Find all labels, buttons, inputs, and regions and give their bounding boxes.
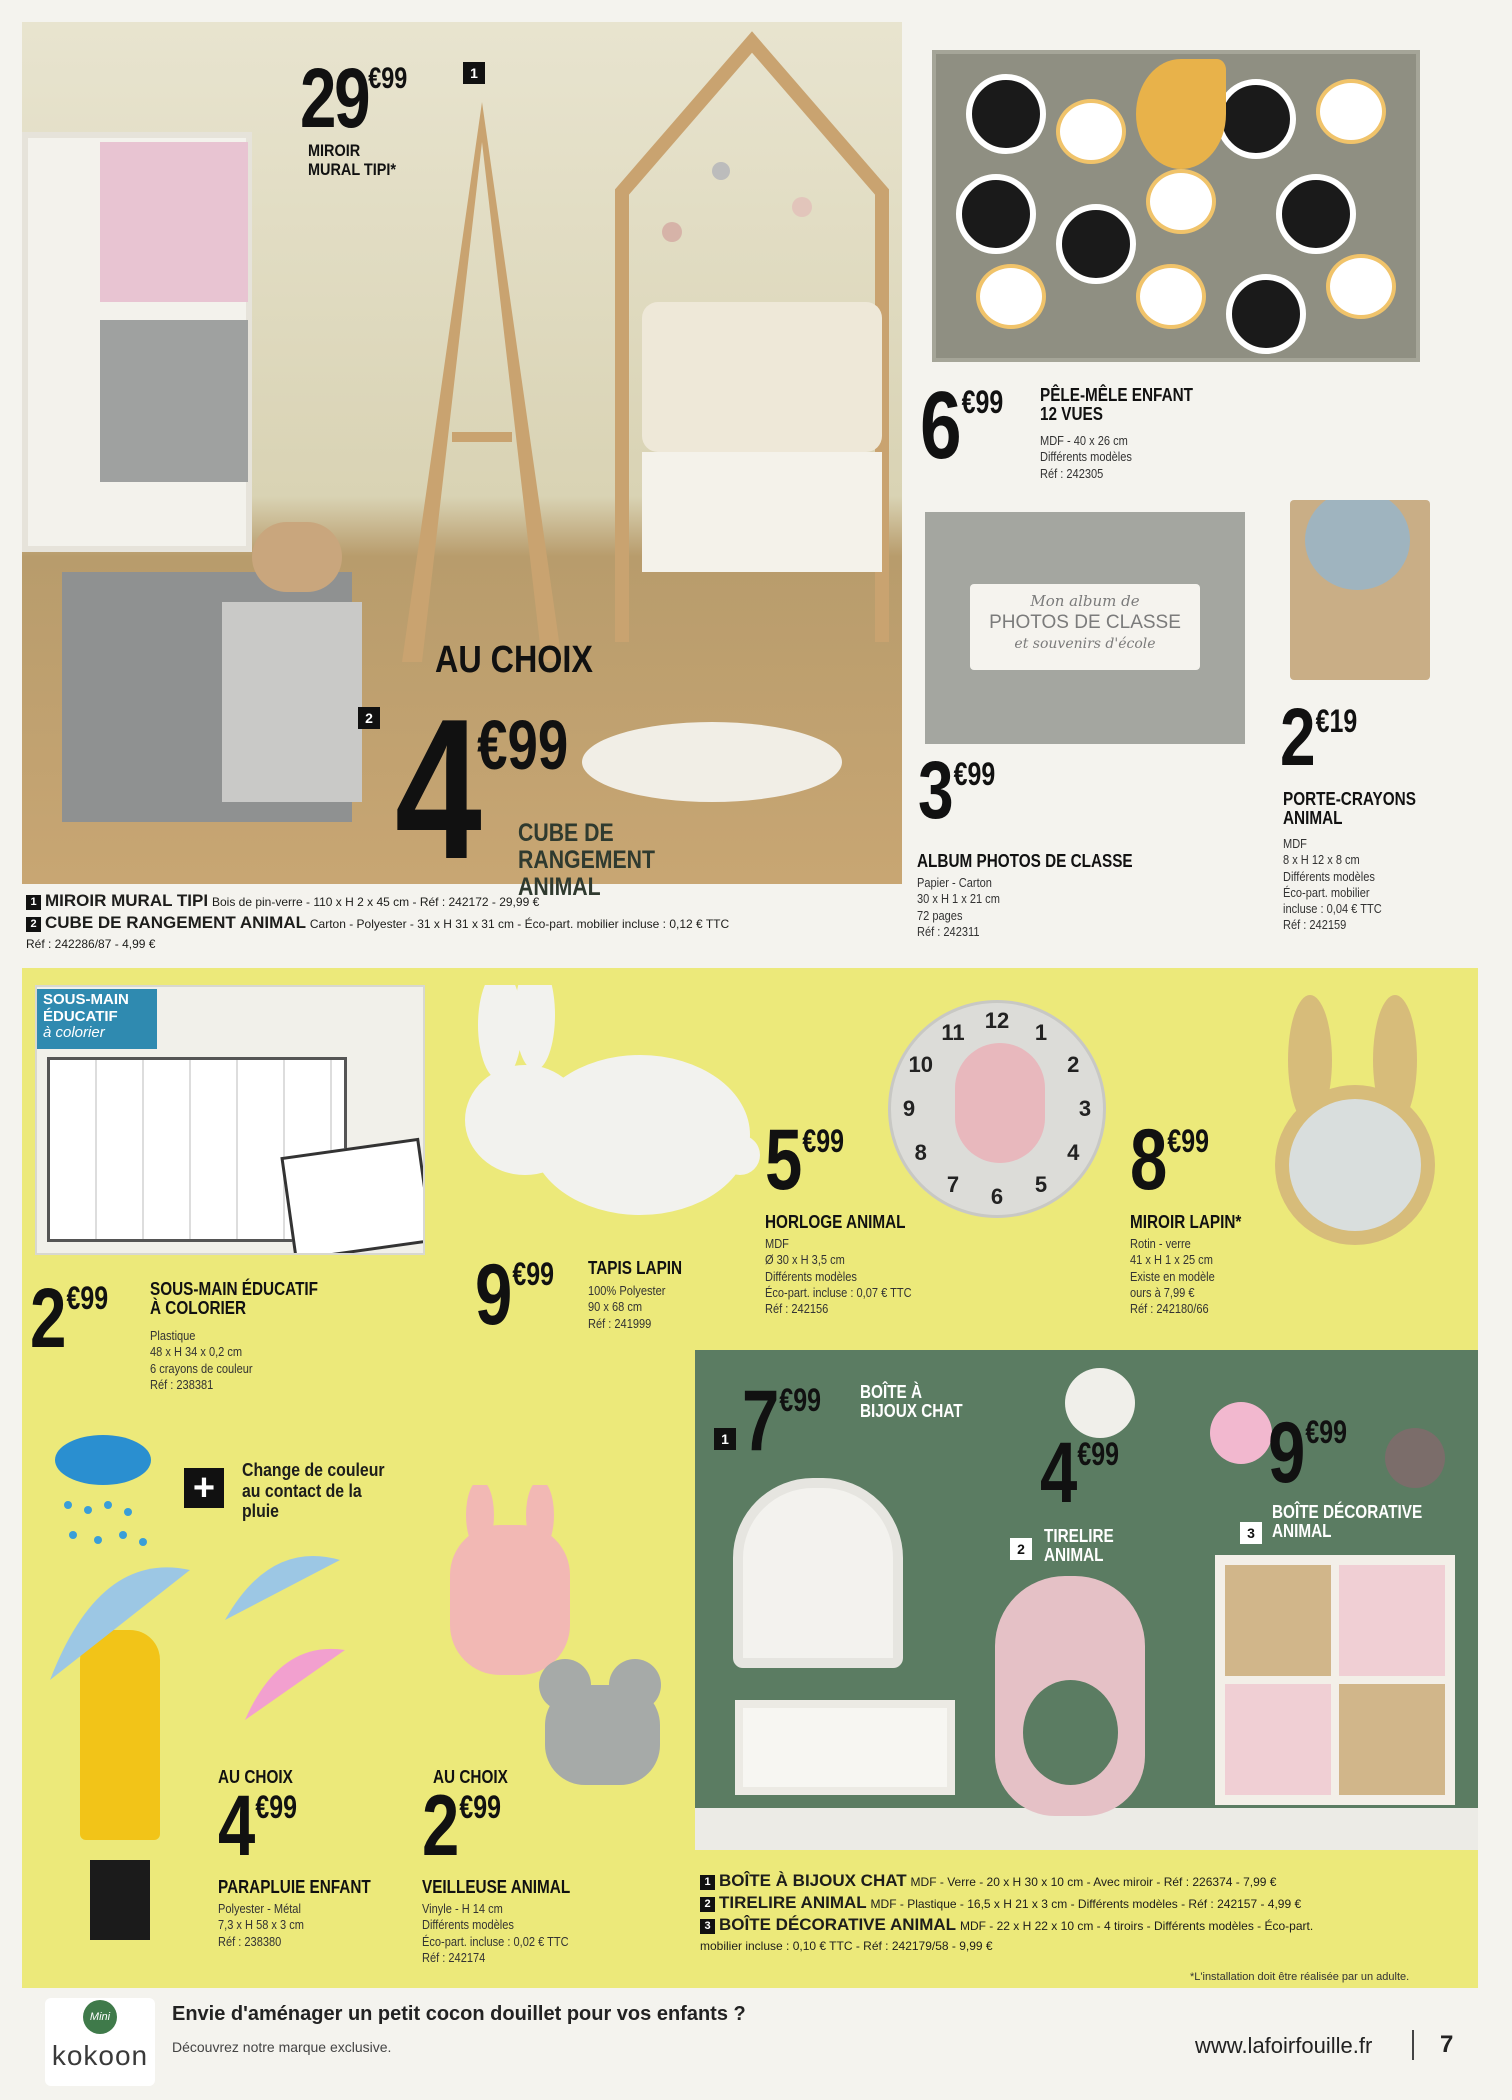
- piggy-bank-hole: [1023, 1680, 1118, 1785]
- clock-number: 4: [1067, 1140, 1080, 1165]
- parapluie-choice: AU CHOIX: [218, 1767, 293, 1787]
- bijoux-price-dec: €99: [779, 1382, 821, 1418]
- parapluie-info: [218, 1901, 304, 1950]
- album-info: [917, 875, 1000, 940]
- cat-jewelry-box-drawer: [735, 1700, 955, 1795]
- veilleuse-info-line: Réf : 242174: [422, 1949, 486, 1965]
- photo-slot: [956, 174, 1036, 254]
- pele-mele-frame: [932, 50, 1420, 362]
- horloge-info-line: Ø 30 x H 3,5 cm: [765, 1252, 845, 1268]
- miroir-info-line: Rotin - verre: [1130, 1236, 1191, 1251]
- cube-choice: AU CHOIX: [435, 639, 593, 681]
- pele-info-line: Réf : 242305: [1040, 465, 1104, 481]
- album-name: ALBUM PHOTOS DE CLASSE: [917, 851, 1133, 871]
- umbrellas: [40, 1540, 350, 1760]
- album-price-int: 3: [918, 745, 954, 836]
- veilleuse-info: [422, 1901, 569, 1966]
- parapluie-info-line: Réf : 238380: [218, 1933, 282, 1949]
- legend-detail: mobilier incluse : 0,10 € TTC - Réf : 242179/58 - 9,99 €: [700, 1939, 993, 1954]
- clock-numbers: [888, 1000, 1106, 1218]
- tirelire-price: [1040, 1425, 1119, 1521]
- photo-slot: [1276, 174, 1356, 254]
- kokoon-mini: Mini: [89, 2011, 111, 2023]
- clock-number: 12: [984, 1008, 1010, 1033]
- legend-badge: 1: [26, 895, 41, 910]
- veilleuse-name: VEILLEUSE ANIMAL: [422, 1877, 571, 1897]
- horloge-info-line: Éco-part. incluse : 0,07 € TTC: [765, 1284, 912, 1300]
- porte-info-line: Éco-part. mobilier: [1283, 884, 1370, 900]
- legend-line: [26, 912, 906, 934]
- house-bed: [602, 22, 902, 642]
- miroir-info-line: ours à 7,99 €: [1130, 1284, 1195, 1300]
- pele-price: [920, 372, 1004, 479]
- plus-icon: +: [184, 1468, 224, 1508]
- tirelire-price-dec: €99: [1077, 1436, 1119, 1472]
- legend-detail: Réf : 242286/87 - 4,99 €: [26, 937, 156, 952]
- album-info-line: 72 pages: [917, 907, 963, 923]
- legend-detail: MDF - Verre - 20 x H 30 x 10 cm - Avec miroir - Réf : 226374 - 7,99 €: [910, 1875, 1277, 1889]
- pele-info-line: Différents modèles: [1040, 449, 1132, 465]
- paw-print: [1326, 254, 1396, 319]
- porte-info-line: MDF: [1283, 836, 1307, 851]
- pele-info-line: MDF - 40 x 26 cm: [1040, 433, 1128, 448]
- paw-print: [1316, 79, 1386, 144]
- plush-toy: [252, 522, 342, 592]
- pele-price-dec: €99: [961, 384, 1004, 420]
- alphabet-card: [280, 1138, 425, 1255]
- legend-line: [700, 1892, 1470, 1914]
- boite-badge: 3: [1240, 1522, 1262, 1544]
- legend-line: [700, 1936, 1470, 1955]
- legend-product: CUBE DE RANGEMENT ANIMAL: [45, 913, 306, 933]
- bear-head: [1305, 500, 1410, 590]
- drawer: [1339, 1565, 1445, 1676]
- porte-price-int: 2: [1280, 692, 1316, 783]
- sousmain-info-line: 6 crayons de couleur: [150, 1360, 253, 1376]
- tipi-price-dec: €99: [368, 62, 408, 95]
- sousmain-info-line: 48 x H 34 x 0,2 cm: [150, 1344, 243, 1360]
- bottom-legend: [700, 1870, 1470, 1955]
- installation-note: *L'installation doit être réalisée par un adulte.: [1190, 1971, 1410, 1983]
- pompom: [792, 197, 812, 217]
- tapis-info-line: 100% Polyester: [588, 1283, 666, 1298]
- pele-price-int: 6: [920, 372, 962, 479]
- legend-badge: 2: [700, 1897, 715, 1912]
- album-photo: [925, 512, 1245, 744]
- legend-product: MIROIR MURAL TIPI: [45, 891, 209, 910]
- drawer: [1339, 1684, 1445, 1795]
- pack-title-line: à colorier: [43, 1024, 105, 1041]
- clock-number: 1: [1034, 1019, 1048, 1045]
- cube-name: CUBE DE RANGEMENT ANIMAL: [518, 819, 655, 901]
- bijoux-price: [742, 1373, 821, 1469]
- tapis-info-line: Réf : 241999: [588, 1315, 652, 1331]
- veilleuse-info-line: Différents modèles: [422, 1917, 514, 1933]
- tapis-price-int: 9: [475, 1247, 513, 1343]
- pompom: [1210, 1402, 1272, 1464]
- clock-number: 10: [908, 1052, 934, 1077]
- tipi-price: [300, 51, 408, 145]
- sous-main-pack-title: [37, 989, 157, 1049]
- tipi-badge: 1: [463, 62, 485, 84]
- porte-info-line: 8 x H 12 x 8 cm: [1283, 852, 1360, 868]
- rabbit-rug: [440, 985, 760, 1235]
- parapluie-info-line: 7,3 x H 58 x 3 cm: [218, 1917, 304, 1933]
- white-rug: [582, 722, 842, 802]
- porte-info-line: Réf : 242159: [1283, 917, 1347, 933]
- pompom: [662, 222, 682, 242]
- bijoux-name: BOÎTE À BIJOUX CHAT: [860, 1382, 963, 1422]
- pack-title-line: SOUS-MAIN: [43, 991, 129, 1008]
- boite-price: [1268, 1405, 1347, 1501]
- sousmain-price-int: 2: [30, 1271, 67, 1365]
- legend-badge: 1: [700, 1875, 715, 1890]
- legend-badge: 3: [700, 1919, 715, 1934]
- legend-detail: Bois de pin-verre - 110 x H 2 x 45 cm - Réf : 242172 - 29,99 €: [211, 895, 540, 909]
- clock-number: 11: [941, 1019, 965, 1045]
- porte-info-line: incluse : 0,04 € TTC: [1283, 901, 1382, 916]
- legend-line: [700, 1914, 1470, 1936]
- legend-product: TIRELIRE ANIMAL: [719, 1893, 867, 1913]
- pencil-holder-photo: [1290, 500, 1430, 680]
- legend-detail: MDF - Plastique - 16,5 x H 21 x 3 cm - Différents modèles - Réf : 242157 - 4,99 €: [870, 1897, 1302, 1912]
- veilleuse-price-int: 2: [422, 1778, 460, 1874]
- album-info-line: 30 x H 1 x 21 cm: [917, 891, 1000, 907]
- parapluie-price-int: 4: [218, 1778, 256, 1874]
- tipi-mirror: [382, 102, 582, 662]
- clock-number: 7: [946, 1172, 960, 1198]
- clock-number: 5: [1034, 1172, 1048, 1198]
- kokoon-logo: [45, 1998, 155, 2086]
- pompom: [1385, 1428, 1445, 1488]
- miroir-name: MIROIR LAPIN*: [1130, 1212, 1242, 1232]
- grey-storage-box: [100, 320, 248, 482]
- paw-print: [1146, 169, 1216, 234]
- tirelire-badge: 2: [1010, 1538, 1032, 1560]
- tapis-info-line: 90 x 68 cm: [588, 1299, 643, 1315]
- tapis-price: [475, 1247, 554, 1343]
- horloge-info: [765, 1236, 912, 1317]
- album-cover-line: Mon album de: [1030, 592, 1140, 610]
- pink-storage-box: [100, 142, 248, 302]
- sousmain-info-line: Réf : 238381: [150, 1376, 214, 1392]
- legend-detail: Carton - Polyester - 31 x H 31 x 31 cm - Éco-part. mobilier incluse : 0,12 € TTC: [309, 917, 730, 932]
- paw-print: [1056, 99, 1126, 164]
- moon-bear: [1136, 59, 1226, 169]
- miroir-info-line: Existe en modèle: [1130, 1268, 1215, 1284]
- miroir-price-dec: €99: [1167, 1123, 1209, 1159]
- parapluie-info-line: Polyester - Métal: [218, 1901, 301, 1916]
- photo-slot: [1216, 79, 1296, 159]
- horloge-info-line: MDF: [765, 1236, 789, 1251]
- paw-print: [976, 264, 1046, 329]
- clock-number: 8: [914, 1140, 927, 1165]
- album-info-line: Papier - Carton: [917, 875, 992, 890]
- sousmain-price-dec: €99: [66, 1280, 109, 1316]
- paw-print: [1136, 264, 1206, 329]
- legend-line: [700, 1870, 1470, 1892]
- porte-name: PORTE-CRAYONS ANIMAL: [1283, 789, 1416, 829]
- album-price: [918, 745, 996, 836]
- porte-price: [1280, 692, 1358, 783]
- legend-line: [26, 890, 906, 912]
- tirelire-name: TIRELIRE ANIMAL: [1044, 1526, 1114, 1566]
- photo-slot: [1226, 274, 1306, 354]
- sousmain-name: SOUS-MAIN ÉDUCATIF À COLORIER: [150, 1279, 319, 1319]
- boite-price-dec: €99: [1305, 1414, 1347, 1450]
- sousmain-info: [150, 1328, 253, 1393]
- cube-price-int: 4: [395, 678, 478, 901]
- drawer: [1225, 1565, 1331, 1676]
- tapis-price-dec: €99: [512, 1256, 554, 1292]
- bijoux-badge: 1: [714, 1428, 736, 1450]
- album-cover-line: et souvenirs d'école: [1014, 636, 1156, 652]
- album-cover-label: [970, 584, 1200, 670]
- clock-number: 3: [1078, 1096, 1092, 1121]
- album-info-line: Réf : 242311: [917, 923, 980, 939]
- footer-subline: Découvrez notre marque exclusive.: [172, 2039, 392, 2055]
- album-price-dec: €99: [953, 756, 996, 792]
- legend-product: BOÎTE À BIJOUX CHAT: [719, 1871, 907, 1890]
- sousmain-price: [30, 1271, 109, 1365]
- rabbit-mirror: [1255, 995, 1455, 1250]
- horloge-price-int: 5: [765, 1112, 803, 1208]
- veilleuse-info-line: Vinyle - H 14 cm: [422, 1901, 503, 1916]
- horloge-info-line: Différents modèles: [765, 1268, 857, 1284]
- veilleuse-price: [422, 1778, 501, 1874]
- rain-boots: [90, 1860, 150, 1940]
- veilleuse-choice: AU CHOIX: [433, 1767, 508, 1787]
- drawer: [1225, 1684, 1331, 1795]
- cat-jewelry-box-mirror: [733, 1478, 903, 1668]
- boite-price-int: 9: [1268, 1405, 1306, 1501]
- veilleuse-info-line: Éco-part. incluse : 0,02 € TTC: [422, 1933, 569, 1949]
- parapluie-price-dec: €99: [255, 1789, 297, 1825]
- porte-info: [1283, 836, 1382, 934]
- cube-bear-face: [222, 602, 362, 802]
- website-link[interactable]: www.lafoirfouille.fr: [1195, 2033, 1373, 2058]
- cube-badge: 2: [358, 707, 380, 729]
- kokoon-wordmark: kokoon: [51, 2040, 149, 2071]
- miroir-info-line: Réf : 242180/66: [1130, 1301, 1209, 1316]
- decorative-drawer-box: [1215, 1555, 1455, 1805]
- footer-headline: Envie d'aménager un petit cocon douillet pour vos enfants ?: [172, 2003, 746, 2025]
- tipi-price-int: 29: [300, 51, 369, 145]
- kokoon-logo-badge: [83, 2000, 117, 2034]
- porte-info-line: Différents modèles: [1283, 868, 1375, 884]
- legend-detail: MDF - 22 x H 22 x 10 cm - 4 tiroirs - Différents modèles - Éco-part.: [959, 1919, 1314, 1934]
- bijoux-price-int: 7: [742, 1373, 780, 1469]
- clock-number: 2: [1067, 1052, 1080, 1077]
- sous-main-product: [35, 985, 425, 1255]
- parapluie-name: PARAPLUIE ENFANT: [218, 1877, 371, 1897]
- miroir-price-int: 8: [1130, 1112, 1168, 1208]
- legend-badge: 2: [26, 917, 41, 932]
- miroir-price: [1130, 1112, 1209, 1208]
- top-legend: [26, 890, 906, 953]
- clock-number: 9: [902, 1096, 916, 1121]
- parapluie-feature: Change de couleur au contact de la pluie: [242, 1460, 385, 1522]
- photo-slot: [1056, 204, 1136, 284]
- tapis-name: TAPIS LAPIN: [588, 1258, 683, 1278]
- album-cover-line: PHOTOS DE CLASSE: [989, 612, 1181, 633]
- horloge-name: HORLOGE ANIMAL: [765, 1212, 906, 1232]
- photo-slot: [966, 74, 1046, 154]
- cube-price-dec: €99: [477, 706, 569, 784]
- veilleuse-price-dec: €99: [459, 1789, 501, 1825]
- miroir-info: [1130, 1236, 1215, 1317]
- sousmain-info-line: Plastique: [150, 1328, 196, 1343]
- tapis-info: [588, 1283, 665, 1332]
- night-lights: [440, 1485, 680, 1785]
- horloge-price: [765, 1112, 844, 1208]
- tirelire-price-int: 4: [1040, 1425, 1078, 1521]
- pompom: [712, 162, 730, 180]
- legend-line: [26, 934, 906, 953]
- horloge-price-dec: €99: [802, 1123, 844, 1159]
- pele-info: [1040, 433, 1132, 482]
- page-number: 7: [1440, 2031, 1454, 2058]
- boite-name: BOÎTE DÉCORATIVE ANIMAL: [1272, 1502, 1423, 1542]
- tipi-name: MIROIR MURAL TIPI*: [308, 141, 397, 179]
- pack-title-line: ÉDUCATIF: [43, 1007, 118, 1025]
- page-divider: [1412, 2030, 1414, 2060]
- miroir-info-line: 41 x H 1 x 25 cm: [1130, 1252, 1213, 1268]
- porte-price-dec: €19: [1315, 703, 1358, 739]
- clock-number: 6: [990, 1184, 1004, 1209]
- pele-name: PÊLE-MÊLE ENFANT 12 VUES: [1040, 385, 1194, 425]
- horloge-info-line: Réf : 242156: [765, 1301, 829, 1316]
- parapluie-price: [218, 1778, 297, 1874]
- legend-product: BOÎTE DÉCORATIVE ANIMAL: [719, 1915, 957, 1935]
